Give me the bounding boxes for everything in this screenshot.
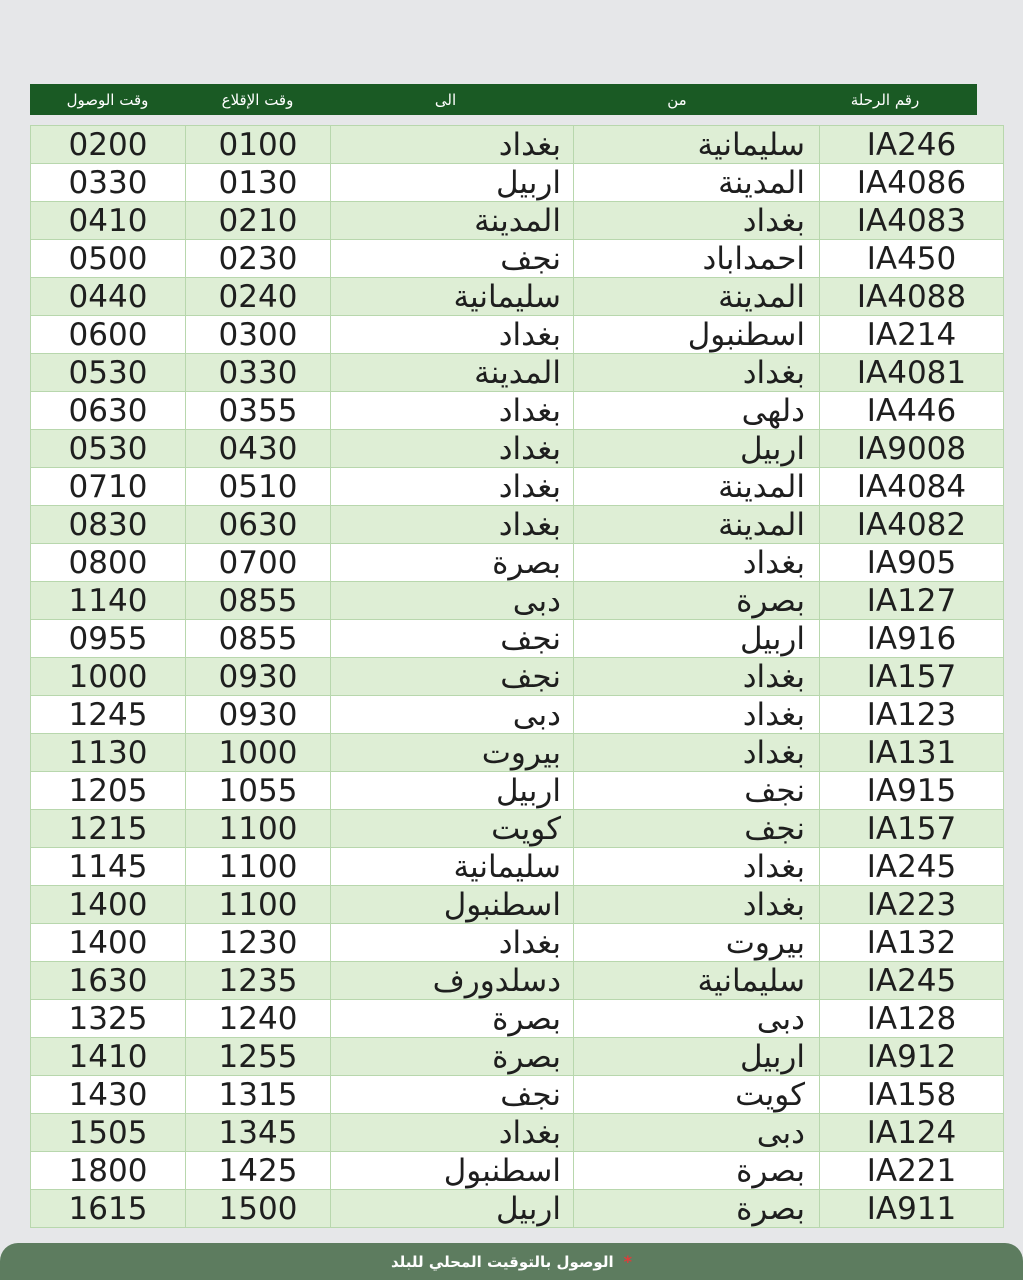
flight-number-cell: IA4081 <box>820 354 1004 392</box>
departure-time-cell: 1315 <box>186 1076 331 1114</box>
origin-cell: بغداد <box>574 354 820 392</box>
flight-number-cell: IA4088 <box>820 278 1004 316</box>
departure-time-cell: 0330 <box>186 354 331 392</box>
destination-cell: نجف <box>331 658 574 696</box>
arrival-time-cell: 1215 <box>31 810 186 848</box>
origin-cell: اسطنبول <box>574 316 820 354</box>
origin-cell: بصرة <box>574 1152 820 1190</box>
destination-cell: بغداد <box>331 430 574 468</box>
flight-number-cell: IA916 <box>820 620 1004 658</box>
destination-cell: بغداد <box>331 126 574 164</box>
departure-time-cell: 0430 <box>186 430 331 468</box>
destination-cell: بغداد <box>331 1114 574 1152</box>
origin-cell: بغداد <box>574 202 820 240</box>
arrival-time-cell: 1400 <box>31 886 186 924</box>
destination-cell: اربيل <box>331 1190 574 1228</box>
destination-cell: المدينة <box>331 202 574 240</box>
table-row <box>31 734 1004 772</box>
table-row <box>31 620 1004 658</box>
departure-time-cell: 0630 <box>186 506 331 544</box>
flight-number-cell: IA157 <box>820 658 1004 696</box>
table-row <box>31 354 1004 392</box>
flight-number-cell: IA245 <box>820 962 1004 1000</box>
flight-number-cell: IA124 <box>820 1114 1004 1152</box>
table-row <box>31 1076 1004 1114</box>
departure-time-cell: 1425 <box>186 1152 331 1190</box>
departure-time-cell: 1500 <box>186 1190 331 1228</box>
table-row <box>31 1190 1004 1228</box>
flight-number-cell: IA245 <box>820 848 1004 886</box>
destination-cell: بصرة <box>331 1038 574 1076</box>
flight-number-cell: IA915 <box>820 772 1004 810</box>
destination-cell: اسطنبول <box>331 886 574 924</box>
destination-cell: المدينة <box>331 354 574 392</box>
destination-cell: بغداد <box>331 468 574 506</box>
departure-time-cell: 0355 <box>186 392 331 430</box>
destination-cell: دبى <box>331 696 574 734</box>
destination-cell: بصرة <box>331 1000 574 1038</box>
header-departure-time: وقت الإقلاع <box>221 90 294 109</box>
destination-cell: بغداد <box>331 392 574 430</box>
arrival-time-cell: 0530 <box>31 354 186 392</box>
departure-time-cell: 0210 <box>186 202 331 240</box>
table-row <box>31 430 1004 468</box>
table-row <box>31 278 1004 316</box>
arrival-time-cell: 0200 <box>31 126 186 164</box>
flight-number-cell: IA450 <box>820 240 1004 278</box>
arrival-time-cell: 1505 <box>31 1114 186 1152</box>
flight-number-cell: IA221 <box>820 1152 1004 1190</box>
origin-cell: دبى <box>574 1000 820 1038</box>
destination-cell: بيروت <box>331 734 574 772</box>
table-row <box>31 1038 1004 1076</box>
table-row <box>31 1114 1004 1152</box>
table-row <box>31 1000 1004 1038</box>
table-row <box>31 240 1004 278</box>
table-row <box>31 316 1004 354</box>
origin-cell: سليمانية <box>574 126 820 164</box>
destination-cell: كويت <box>331 810 574 848</box>
flight-number-cell: IA905 <box>820 544 1004 582</box>
origin-cell: بصرة <box>574 1190 820 1228</box>
arrival-time-cell: 1145 <box>31 848 186 886</box>
departure-time-cell: 1100 <box>186 848 331 886</box>
table-row <box>31 202 1004 240</box>
departure-time-cell: 0700 <box>186 544 331 582</box>
departure-time-cell: 1240 <box>186 1000 331 1038</box>
flight-schedule-body <box>31 126 1004 1228</box>
arrival-time-cell: 1615 <box>31 1190 186 1228</box>
departure-time-cell: 0300 <box>186 316 331 354</box>
arrival-time-cell: 0410 <box>31 202 186 240</box>
departure-time-cell: 1100 <box>186 886 331 924</box>
arrival-time-cell: 1140 <box>31 582 186 620</box>
departure-time-cell: 0510 <box>186 468 331 506</box>
origin-cell: نجف <box>574 810 820 848</box>
destination-cell: سليمانية <box>331 278 574 316</box>
table-row <box>31 1152 1004 1190</box>
table-row <box>31 582 1004 620</box>
arrival-time-cell: 1325 <box>31 1000 186 1038</box>
arrival-time-cell: 1630 <box>31 962 186 1000</box>
flight-number-cell: IA4082 <box>820 506 1004 544</box>
flight-number-cell: IA158 <box>820 1076 1004 1114</box>
asterisk-icon: * <box>623 1252 632 1271</box>
header-arrival-time: وقت الوصول <box>66 90 149 109</box>
arrival-time-cell: 0800 <box>31 544 186 582</box>
arrival-time-cell: 0500 <box>31 240 186 278</box>
origin-cell: بغداد <box>574 658 820 696</box>
table-header <box>30 84 977 115</box>
header-to: الى <box>434 90 457 109</box>
origin-cell: اربيل <box>574 430 820 468</box>
table-row <box>31 772 1004 810</box>
flight-number-cell: IA246 <box>820 126 1004 164</box>
destination-cell: بغداد <box>331 506 574 544</box>
departure-time-cell: 0100 <box>186 126 331 164</box>
origin-cell: بغداد <box>574 886 820 924</box>
arrival-time-cell: 1130 <box>31 734 186 772</box>
origin-cell: احمداباد <box>574 240 820 278</box>
table-row <box>31 810 1004 848</box>
departure-time-cell: 1000 <box>186 734 331 772</box>
destination-cell: اسطنبول <box>331 1152 574 1190</box>
arrival-time-cell: 0830 <box>31 506 186 544</box>
flight-number-cell: IA4083 <box>820 202 1004 240</box>
flight-schedule-table <box>30 125 1004 1228</box>
table-row <box>31 848 1004 886</box>
destination-cell: بصرة <box>331 544 574 582</box>
flight-number-cell: IA157 <box>820 810 1004 848</box>
header-flight-number: رقم الرحلة <box>850 90 920 109</box>
arrival-time-cell: 0440 <box>31 278 186 316</box>
arrival-time-cell: 1245 <box>31 696 186 734</box>
destination-cell: نجف <box>331 620 574 658</box>
flight-number-cell: IA9008 <box>820 430 1004 468</box>
departure-time-cell: 1235 <box>186 962 331 1000</box>
destination-cell: اربيل <box>331 772 574 810</box>
arrival-time-cell: 0710 <box>31 468 186 506</box>
origin-cell: نجف <box>574 772 820 810</box>
footer-note: الوصول بالتوقيت المحلي للبلد <box>391 1252 614 1271</box>
flight-number-cell: IA127 <box>820 582 1004 620</box>
header-from: من <box>667 90 687 109</box>
origin-cell: المدينة <box>574 164 820 202</box>
flight-number-cell: IA911 <box>820 1190 1004 1228</box>
flight-number-cell: IA214 <box>820 316 1004 354</box>
arrival-time-cell: 0630 <box>31 392 186 430</box>
departure-time-cell: 1345 <box>186 1114 331 1152</box>
origin-cell: كويت <box>574 1076 820 1114</box>
origin-cell: المدينة <box>574 468 820 506</box>
table-row <box>31 506 1004 544</box>
origin-cell: سليمانية <box>574 962 820 1000</box>
flight-number-cell: IA223 <box>820 886 1004 924</box>
destination-cell: بغداد <box>331 924 574 962</box>
departure-time-cell: 0230 <box>186 240 331 278</box>
destination-cell: اربيل <box>331 164 574 202</box>
table-row <box>31 696 1004 734</box>
origin-cell: اربيل <box>574 1038 820 1076</box>
departure-time-cell: 0930 <box>186 658 331 696</box>
origin-cell: بغداد <box>574 696 820 734</box>
flight-number-cell: IA131 <box>820 734 1004 772</box>
arrival-time-cell: 0530 <box>31 430 186 468</box>
arrival-time-cell: 1000 <box>31 658 186 696</box>
destination-cell: سليمانية <box>331 848 574 886</box>
destination-cell: نجف <box>331 1076 574 1114</box>
origin-cell: بغداد <box>574 734 820 772</box>
flight-number-cell: IA4084 <box>820 468 1004 506</box>
departure-time-cell: 1255 <box>186 1038 331 1076</box>
arrival-time-cell: 1410 <box>31 1038 186 1076</box>
table-row <box>31 392 1004 430</box>
arrival-time-cell: 0600 <box>31 316 186 354</box>
table-row <box>31 468 1004 506</box>
flight-number-cell: IA123 <box>820 696 1004 734</box>
arrival-time-cell: 1430 <box>31 1076 186 1114</box>
origin-cell: دبى <box>574 1114 820 1152</box>
departure-time-cell: 1100 <box>186 810 331 848</box>
table-row <box>31 962 1004 1000</box>
flight-number-cell: IA446 <box>820 392 1004 430</box>
destination-cell: دسلدورف <box>331 962 574 1000</box>
departure-time-cell: 1055 <box>186 772 331 810</box>
table-row <box>31 658 1004 696</box>
table-row <box>31 126 1004 164</box>
destination-cell: دبى <box>331 582 574 620</box>
origin-cell: بصرة <box>574 582 820 620</box>
table-row <box>31 544 1004 582</box>
departure-time-cell: 1230 <box>186 924 331 962</box>
departure-time-cell: 0130 <box>186 164 331 202</box>
table-row <box>31 164 1004 202</box>
origin-cell: المدينة <box>574 278 820 316</box>
arrival-time-cell: 0955 <box>31 620 186 658</box>
footer-note-bar <box>0 1243 1023 1280</box>
departure-time-cell: 0930 <box>186 696 331 734</box>
departure-time-cell: 0855 <box>186 620 331 658</box>
table-row <box>31 886 1004 924</box>
arrival-time-cell: 1800 <box>31 1152 186 1190</box>
origin-cell: دلهى <box>574 392 820 430</box>
destination-cell: نجف <box>331 240 574 278</box>
table-row <box>31 924 1004 962</box>
flight-number-cell: IA4086 <box>820 164 1004 202</box>
departure-time-cell: 0240 <box>186 278 331 316</box>
flight-number-cell: IA912 <box>820 1038 1004 1076</box>
origin-cell: بغداد <box>574 544 820 582</box>
destination-cell: بغداد <box>331 316 574 354</box>
arrival-time-cell: 0330 <box>31 164 186 202</box>
flight-number-cell: IA132 <box>820 924 1004 962</box>
flight-number-cell: IA128 <box>820 1000 1004 1038</box>
arrival-time-cell: 1205 <box>31 772 186 810</box>
departure-time-cell: 0855 <box>186 582 331 620</box>
origin-cell: المدينة <box>574 506 820 544</box>
origin-cell: اربيل <box>574 620 820 658</box>
origin-cell: بيروت <box>574 924 820 962</box>
origin-cell: بغداد <box>574 848 820 886</box>
arrival-time-cell: 1400 <box>31 924 186 962</box>
